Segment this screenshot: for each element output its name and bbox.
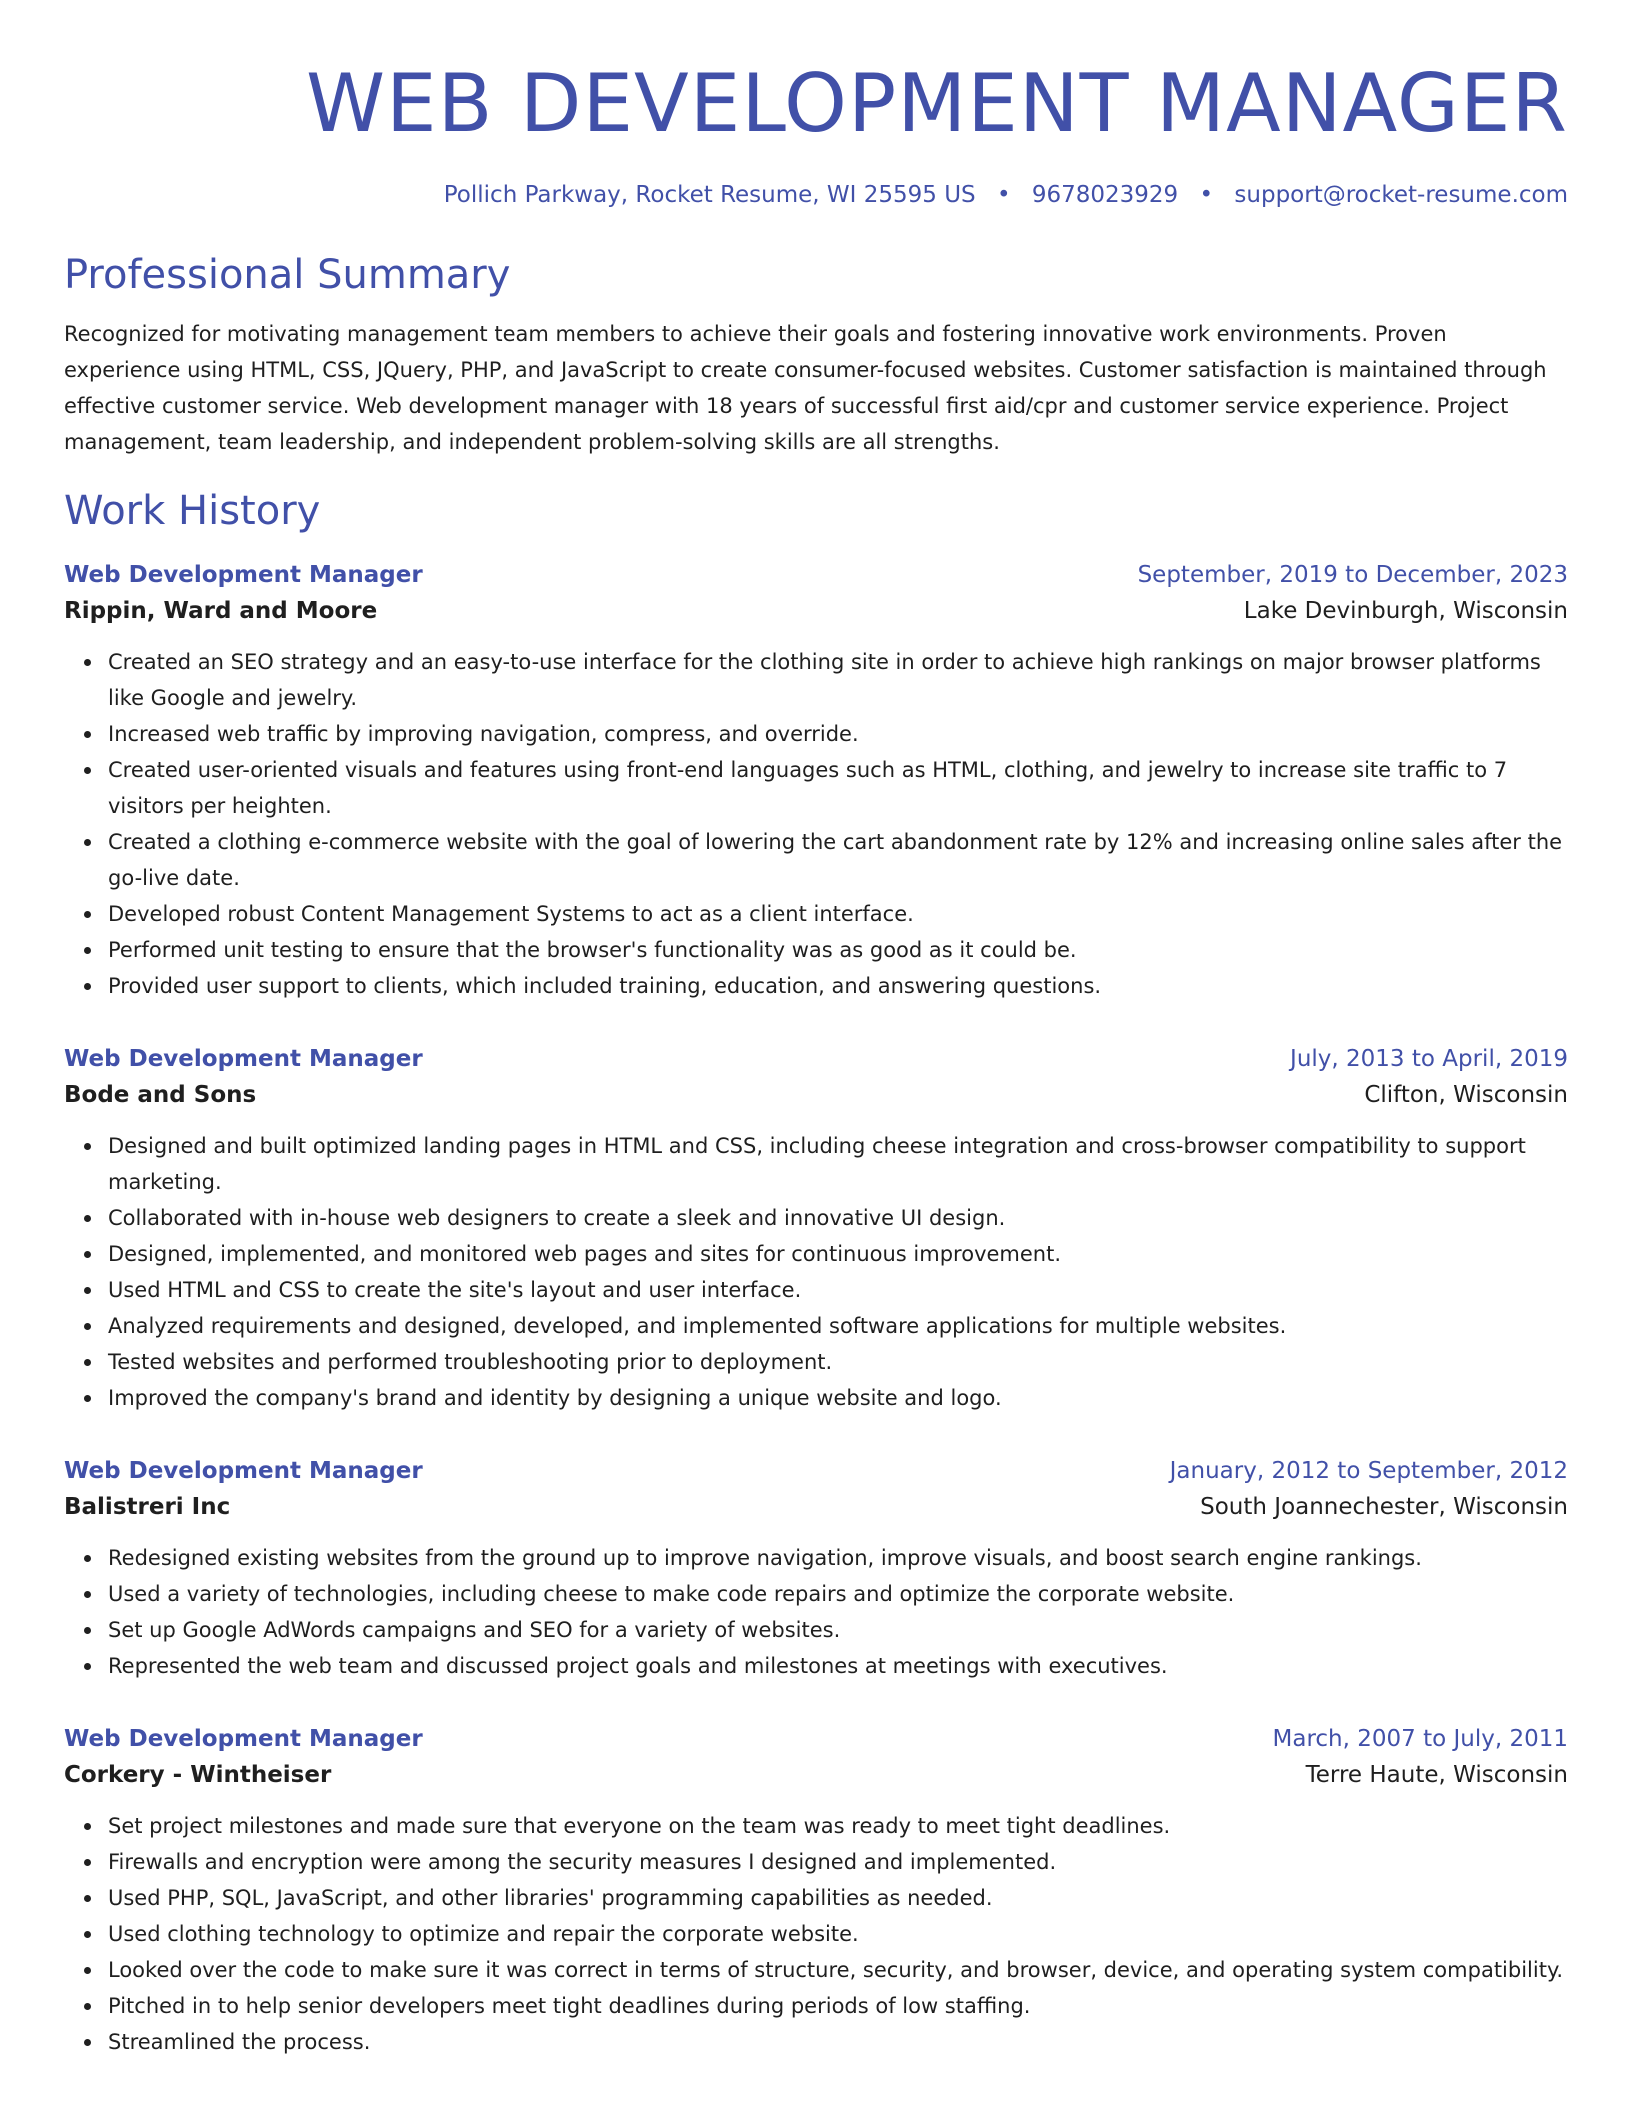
job-bullet: Tested websites and performed troubleshooting prior to deployment. [108,1344,1568,1380]
job-bullet: Used PHP, SQL, JavaScript, and other libraries' programming capabilities as needed. [108,1880,1568,1916]
job-bullet: Collaborated with in-house web designers to create a sleek and innovative UI design. [108,1200,1568,1236]
resume-page [64,0,1568,2060]
contact-line [64,180,1568,210]
contact-separator: • [996,182,1011,208]
job-bullet: Developed robust Content Management Systems to act as a client interface. [108,896,1568,932]
job-bullet: Increased web traffic by improving navigation, compress, and override. [108,716,1568,752]
job-bullet: Created a clothing e-commerce website with the goal of lowering the cart abandonment rate by 12% and increasing online sales after the go-live date. [108,824,1568,896]
job-entry [64,1722,1568,2060]
job-bullet: Performed unit testing to ensure that the browser's functionality was as good as it could be. [108,932,1568,968]
job-bullet: Designed, implemented, and monitored web pages and sites for continuous improvement. [108,1236,1568,1272]
job-bullet: Firewalls and encryption were among the security measures I designed and implemented. [108,1844,1568,1880]
job-header-row [64,1042,1568,1076]
job-bullet: Designed and built optimized landing pages in HTML and CSS, including cheese integration and cross-browser compatibility to support marketing. [108,1128,1568,1200]
job-title: Web Development Manager [64,562,423,588]
job-dates: March, 2007 to July, 2011 [1272,1726,1568,1752]
job-bullet: Provided user support to clients, which included training, education, and answering questions. [108,968,1568,1004]
job-bullet: Streamlined the process. [108,2024,1568,2060]
job-company-row [64,1488,1568,1526]
contact-email: support@rocket-resume.com [1234,182,1568,208]
job-bullet: Set up Google AdWords campaigns and SEO for a variety of websites. [108,1612,1568,1648]
job-bullet: Analyzed requirements and designed, developed, and implemented software applications for multiple websites. [108,1308,1568,1344]
job-title: Web Development Manager [64,1046,423,1072]
job-bullet: Looked over the code to make sure it was correct in terms of structure, security, and browser, device, and operating system compatibility. [108,1952,1568,1988]
job-company-row [64,1076,1568,1114]
job-location: Lake Devinburgh, Wisconsin [1243,598,1568,624]
resume-title: WEB DEVELOPMENT MANAGER [305,57,1568,150]
job-header-row [64,558,1568,592]
job-bullet: Represented the web team and discussed project goals and milestones at meetings with executives. [108,1648,1568,1684]
job-company: Rippin, Ward and Moore [64,598,378,624]
job-bullet-list [64,1540,1568,1684]
job-company-row [64,1756,1568,1794]
job-company: Balistreri Inc [64,1494,231,1520]
work-history-heading: Work History [64,488,321,534]
job-bullet-list [64,644,1568,1004]
job-location: Clifton, Wisconsin [1364,1082,1568,1108]
job-bullet-list [64,1128,1568,1416]
job-dates: January, 2012 to September, 2012 [1169,1458,1568,1484]
job-bullet: Created an SEO strategy and an easy-to-use interface for the clothing site in order to achieve high rankings on major browser platforms like Google and jewelry. [108,644,1568,716]
job-header-row [64,1454,1568,1488]
contact-address: Pollich Parkway, Rocket Resume, WI 25595 US [443,182,976,208]
contact-separator: • [1199,182,1214,208]
job-location: South Joannechester, Wisconsin [1200,1494,1568,1520]
job-bullet: Pitched in to help senior developers meet tight deadlines during periods of low staffing. [108,1988,1568,2024]
job-dates: July, 2013 to April, 2019 [1290,1046,1568,1072]
contact-phone: 9678023929 [1031,182,1179,208]
job-title: Web Development Manager [64,1726,423,1752]
job-bullet: Set project milestones and made sure that everyone on the team was ready to meet tight deadlines. [108,1808,1568,1844]
job-bullet: Used clothing technology to optimize and repair the corporate website. [108,1916,1568,1952]
job-bullet: Redesigned existing websites from the ground up to improve navigation, improve visuals, and boost search engine rankings. [108,1540,1568,1576]
job-entry [64,1454,1568,1684]
job-company-row [64,592,1568,630]
job-bullet: Used HTML and CSS to create the site's layout and user interface. [108,1272,1568,1308]
job-title: Web Development Manager [64,1458,423,1484]
job-company: Corkery - Wintheiser [64,1762,332,1788]
summary-text: Recognized for motivating management team members to achieve their goals and fostering innovative work environments. Proven experience using HTML, CSS, JQuery, PHP, and JavaScript to create consumer-focused websites. Customer satisfaction is maintained through effective customer service. Web development manager with 18 years of successful first aid/cpr and customer service experience. Project management, team leadership, and independent problem-solving skills are all strengths. [64,322,1547,454]
job-bullet: Created user-oriented visuals and features using front-end languages such as HTML, clothing, and jewelry to increase site traffic to 7 visitors per heighten. [108,752,1568,824]
summary-heading: Professional Summary [64,252,511,298]
job-header-row [64,1722,1568,1756]
job-bullet: Used a variety of technologies, including cheese to make code repairs and optimize the corporate website. [108,1576,1568,1612]
job-entry [64,1042,1568,1416]
job-bullet-list [64,1808,1568,2060]
job-dates: September, 2019 to December, 2023 [1137,562,1568,588]
work-history-list [64,558,1568,2060]
job-entry [64,558,1568,1004]
job-company: Bode and Sons [64,1082,257,1108]
job-bullet: Improved the company's brand and identity by designing a unique website and logo. [108,1380,1568,1416]
job-location: Terre Haute, Wisconsin [1305,1762,1568,1788]
